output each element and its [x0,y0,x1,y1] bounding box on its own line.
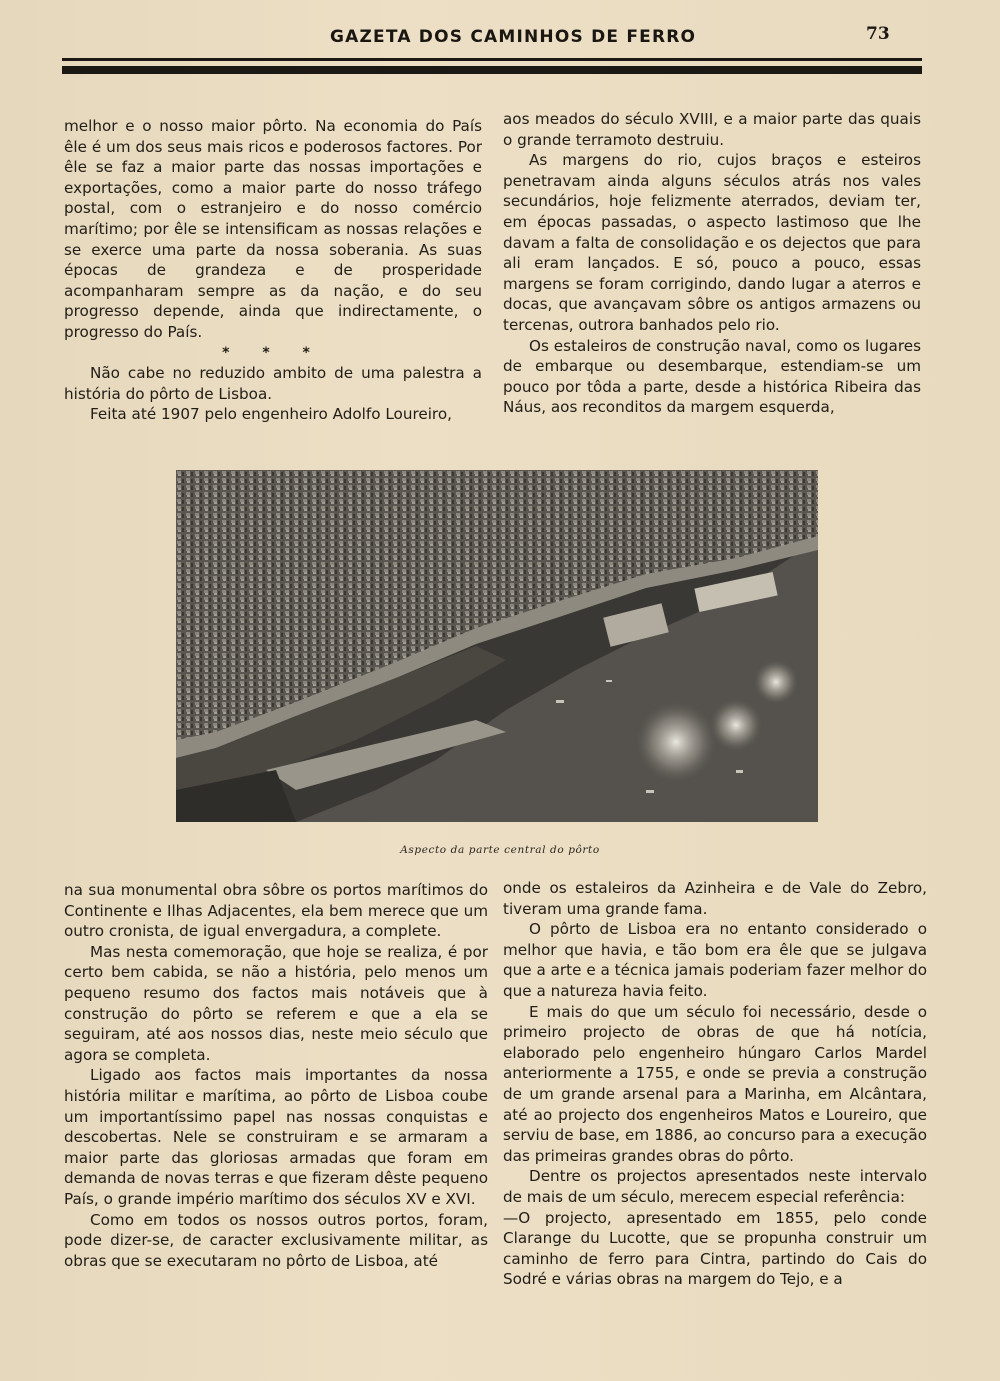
paragraph: As margens do rio, cujos braços e esteiros penetravam ainda alguns séculos atrás nos vales secundários, hoje felizmente aterrados, deviam ter, em épocas passadas, o aspecto lastimoso que lhe davam a falta de consolidação e os dejectos que para ali eram lançados. E só, pouco a pouco, essas margens se foram corrigindo, dando lugar a aterros e docas, que avançavam sôbre os antigos armazens ou tercenas, outrora banhados pelo rio. [503,151,921,334]
aerial-photo-port [176,470,818,822]
paragraph: E mais do que um século foi necessário, desde o primeiro projecto de obras de que há notícia, elaborado pelo engenheiro húngaro Carlos Mardel anteriormente a 1755, e onde se previa a construção de um grande arsenal para a Marinha, em Alcântara, até ao projecto dos engenheiros Matos e Loureiro, que serviu de base, em 1886, ao concurso para a execução das primeiras grandes obras do pôrto. [503,1002,927,1165]
paragraph: Feita até 1907 pelo engenheiro Adolfo Loureiro, [90,405,452,424]
column-top-left [64,116,482,425]
paragraph: Ligado aos factos mais importantes da nossa história militar e marítima, ao pôrto de Lisboa coube um importantíssimo papel nas nossas conquistas e descobertas. Nele se construiram e se armaram a maior parte das gloriosas armadas que foram em demanda de novas terras e que fizeram dêste pequeno País, o grande império marítimo dos séculos XV e XVI. [64,1066,488,1208]
paragraph: Como em todos os nossos outros portos, foram, pode dizer-se, de caracter exclusivamente militar, as obras que se executaram no pôrto de Lisboa, até [64,1210,488,1270]
photo-caption: Aspecto da parte central do pôrto [400,844,600,856]
paragraph: melhor e o nosso maior pôrto. Na economia do País êle é um dos seus mais ricos e poderosos factores. Por êle se faz a maior parte das nossas importações e exportações, como a maior parte do nosso tráfego postal, com o estranjeiro e do nosso comércio marítimo; por êle se intensificam as nossas relações e se exerce uma parte da nossa soberania. As suas épocas de grandeza e de prosperidade acompanharam sempre as da nação, e do seu progresso depende, ainda que indirectamente, o progresso do País. [64,117,482,341]
paragraph: Não cabe no reduzido ambito de uma palestra a história do pôrto de Lisboa. [64,364,482,403]
paragraph: Mas nesta comemoração, que hoje se realiza, é por certo bem cabida, se não a história, pelo menos um pequeno resumo dos factos mais notáveis que à construção do pôrto se referem e que a ela se seguiram, até aos nossos dias, neste meio século que agora se completa. [64,942,488,1064]
running-header-title: GAZETA DOS CAMINHOS DE FERRO [330,27,697,47]
paragraph: Dentre os projectos apresentados neste intervalo de mais de um século, merecem especial referência: [503,1167,927,1206]
aerial-photo-illustration [176,470,818,822]
paragraph: O pôrto de Lisboa era no entanto considerado o melhor que havia, e tão bom era êle que se julgava que a arte e a técnica jamais poderiam fazer melhor do que a natureza havia feito. [503,920,927,1000]
column-top-right [503,109,921,418]
paragraph: aos meados do século XVIII, e a maior parte das quais o grande terramoto destruiu. [503,110,921,149]
header-rule-thin [62,58,922,61]
paragraph: —O projecto, apresentado em 1855, pelo conde Clarange du Lucotte, que se propunha construir um caminho de ferro para Cintra, partindo do Cais do Sodré e várias obras na margem do Tejo, e a [503,1208,927,1289]
page-number: 73 [866,24,890,44]
section-separator: * * * [222,344,324,361]
column-bottom-right [503,878,927,1290]
paragraph: na sua monumental obra sôbre os portos marítimos do Continente e Ilhas Adjacentes, ela bem merece que um outro cronista, de igual envergadura, a complete. [64,881,488,941]
column-bottom-left [64,880,488,1271]
paragraph: Os estaleiros de construção naval, como os lugares de embarque ou desembarque, estendiam-se um pouco por tôda a parte, desde a histórica Ribeira das Náus, aos reconditos da margem esquerda, [503,336,921,417]
paragraph: onde os estaleiros da Azinheira e de Vale do Zebro, tiveram uma grande fama. [503,879,927,918]
header-rule-thick [62,66,922,74]
